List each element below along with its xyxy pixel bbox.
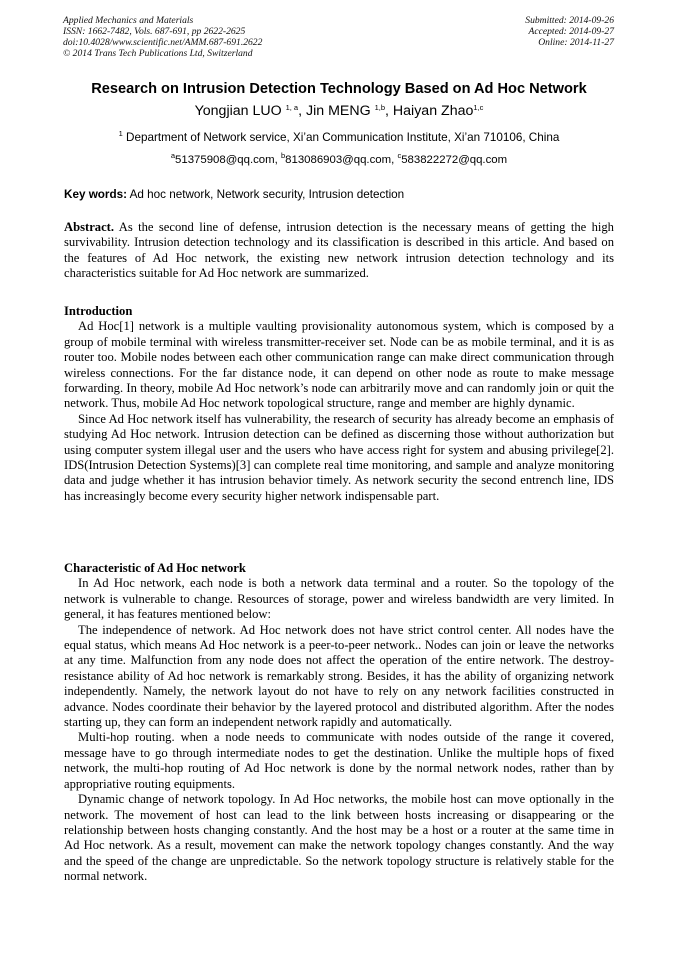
keywords: [64, 187, 404, 202]
author-name: Haiyan Zhao: [392, 103, 474, 119]
section-heading: Introduction: [64, 304, 133, 318]
email-address[interactable]: 51375908@qq.com: [175, 154, 275, 166]
paragraph: The independence of network. Ad Hoc network does not have strict control center. All nodes have the equal status, which means Ad Hoc network is a peer-to-peer network.. Nodes can join or leave the networks at any time. Malfunction from any node does not affect the operation of the entire network. The destroy-resistance ability of Ad hoc network is remarkably strong. Besides, it has the ability of organizing network independently. Namely, the network layout do not have to rely on any network facilities constructed in advance. Nodes coordinate their behavior by the layered protocol and distributed algorithm. After the nodes starting up, they can form an independent network rapidly and automatically.: [64, 622, 614, 730]
email-address[interactable]: 583822272@qq.com: [401, 154, 508, 166]
journal-issn: ISSN: 1662-7482, Vols. 687-691, pp 2622-2625: [63, 26, 246, 37]
author-sup: 1,b: [374, 103, 386, 112]
journal-copyright: © 2014 Trans Tech Publications Ltd, Switzerland: [63, 48, 253, 59]
section-heading: Characteristic of Ad Hoc network: [64, 561, 246, 575]
abstract-label: Abstract.: [64, 220, 115, 234]
abstract-paragraph: [64, 220, 614, 282]
paper-title: Research on Intrusion Detection Technology Based on Ad Hoc Network: [91, 81, 587, 97]
email-sup: b: [280, 151, 286, 160]
paragraph: In Ad Hoc network, each node is both a network data terminal and a router. So the topology of the network is vulnerable to change. Resources of storage, power and wireless bandwidth are very limited. In general, it has features mentioned below:: [64, 576, 614, 622]
journal-header-left: [63, 15, 262, 59]
keywords-text: Ad hoc network, Network security, Intrusion detection: [129, 188, 405, 201]
journal-name: Applied Mechanics and Materials: [63, 15, 194, 26]
journal-header-right: [525, 15, 614, 48]
paragraph: Since Ad Hoc network itself has vulnerability, the research of security has already become an emphasis of studying Ad Hoc network. Intrusion detection can be defined as discerning those without authorization but using computer system illegal user and the users who have access right for system and abusing privilege[2]. IDS(Intrusion Detection Systems)[3] can complete real time monitoring, and sample and analyze monitoring data and judge whether it has intrusion behavior timely. As network security the second entrench line, IDS has increasingly become every security higher network indispensable part.: [64, 411, 614, 503]
online-date: Online: 2014-11-27: [538, 37, 614, 48]
author-sup: 1, a: [285, 103, 299, 112]
author-name: Jin MENG: [306, 103, 371, 119]
affiliation: [0, 130, 678, 146]
abstract-text: As the second line of defense, intrusion detection is the necessary means of getting the high survivability. Intrusion detection technology and its classification is described in this article. And based on the features of Ad Hoc network, the existing new network intrusion detection technology and its characteristics suitable for Ad Hoc network are summarized.: [64, 220, 614, 281]
affiliation-text: Department of Network service, Xi’an Communication Institute, Xi’an 710106, China: [126, 131, 560, 144]
introduction-section: [64, 304, 614, 504]
email-sup: c: [397, 151, 402, 160]
characteristic-section: [64, 561, 614, 885]
affiliation-sup: 1: [118, 129, 123, 138]
accepted-date: Accepted: 2014-09-27: [528, 26, 614, 37]
email-address[interactable]: 813086903@qq.com: [285, 154, 392, 166]
paragraph: Ad Hoc[1] network is a multiple vaulting provisionality autonomous system, which is composed by a group of mobile terminal with wireless transmitter-receiver set. Node can be as mobile terminal, and it is as router too. Mobile nodes between each other communication range can make direct communication through wireless connections. For the far distance node, it can depend on other node as route to make message forwarding. In theory, mobile Ad Hoc network’s node can arbitrarily move and can randomly join or quit the network. Thus, mobile Ad Hoc network topological structure, range and member are highly dynamic.: [64, 319, 614, 411]
abstract-section: [64, 220, 614, 282]
paragraph: Multi-hop routing. when a node needs to communicate with nodes outside of the range it covered, message have to go through intermediate nodes to get the destination. Unlike the multiple hops of fixed network, the multi-hop routing of Ad Hoc network is done by the normal network nodes, rather than by appropriative routing equipments.: [64, 730, 614, 791]
paragraph: Dynamic change of network topology. In Ad Hoc networks, the mobile host can move optionally in the network. The movement of host can lead to the link between hosts increasing or disappearing or the relationship between hosts changing constantly. And the host may be a host or a router at the same time in Ad Hoc network. As a result, movement can make the network topology changes constantly. And the way and the speed of the change are unpredictable. So the network topology structure is relatively stable for the normal network.: [64, 792, 614, 884]
author-list: Yongjian LUO $^{1, a}$, Jin MENG $^{1,b}$, Haiyan Zhao$^{1,c}$: [194, 103, 484, 119]
author-sup: 1,c: [473, 103, 484, 112]
submitted-date: Submitted: 2014-09-26: [525, 15, 614, 26]
email-sup: a: [170, 151, 176, 160]
keywords-label: Key words:: [64, 188, 127, 201]
author-name: Yongjian LUO: [194, 103, 282, 119]
journal-doi: doi:10.4028/www.scientific.net/AMM.687-691.2622: [63, 37, 263, 48]
email-list: $^a$51375908@qq.com, $^b$813086903@qq.com, $^c$583822272@qq.com: [170, 151, 508, 166]
